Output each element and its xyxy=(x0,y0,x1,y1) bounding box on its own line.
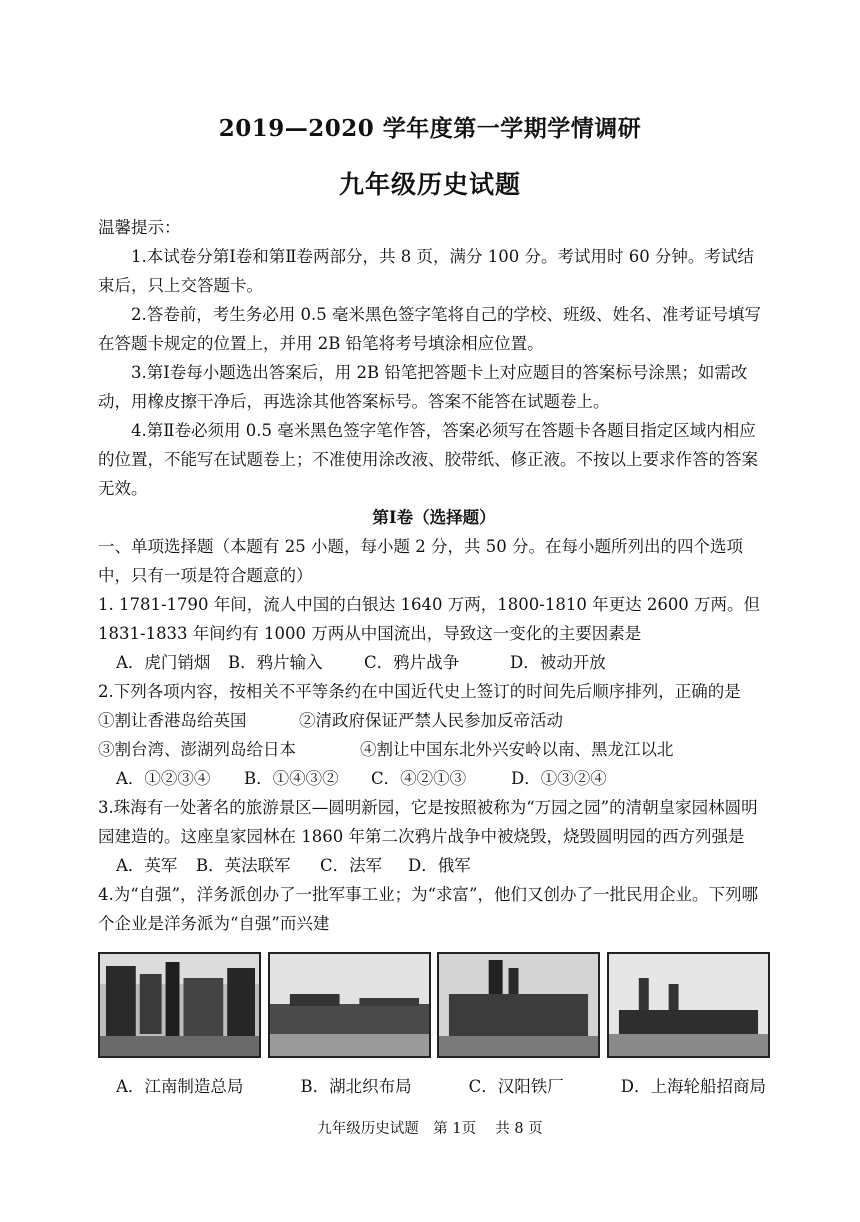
q2-item-4: ④割让中国东北外兴安岭以南、黑龙江以北 xyxy=(360,740,674,759)
page-footer: 九年级历史试题 第 1页 共 8 页 xyxy=(317,1121,543,1137)
exam-body xyxy=(98,213,770,1101)
question-4-options xyxy=(98,1072,770,1101)
q3-option-a: A．英军 xyxy=(116,856,178,875)
photo-arsenal xyxy=(98,952,261,1058)
notice-1: 1.本试卷分第Ⅰ卷和第Ⅱ卷两部分，共 8 页，满分 100 分。考试用时 60 分钟。考试结束后，只上交答题卡。 xyxy=(98,247,754,295)
q2-item-2: ②清政府保证严禁人民参加反帝活动 xyxy=(299,711,563,730)
q2-option-d: D．①③②④ xyxy=(511,769,607,788)
question-1-stem: 1. 1781-1790 年间，流人中国的白银达 1640 万两，1800-1810 年更达 2600 万两。但 1831-1833 年间约有 1000 万两从中国流出，导致这一变化的主要因素是 xyxy=(98,595,761,643)
question-2-stem: 2.下列各项内容，按相关不平等条约在中国近代史上签订的时间先后顺序排列，正确的是 xyxy=(98,682,741,701)
q1-option-c: C．鸦片战争 xyxy=(364,653,460,672)
notice-3: 3.第Ⅰ卷每小题选出答案后，用 2B 铅笔把答题卡上对应题目的答案标号涂黑；如需改动，用橡皮擦干净后，再选涂其他答案标号。答案不能答在试题卷上。 xyxy=(98,363,748,411)
section-intro: 一、单项选择题（本题有 25 小题，每小题 2 分，共 50 分。在每小题所列出的四个选项中，只有一项是符合题意的） xyxy=(98,537,743,585)
q1-option-a: A．虎门销烟 xyxy=(116,653,211,672)
q2-items-row-1 xyxy=(98,706,770,735)
q3-option-b: B．英法联军 xyxy=(196,856,291,875)
q4-option-d: D．上海轮船招商局 xyxy=(620,1077,766,1096)
q2-option-b: B．①④③② xyxy=(244,769,339,788)
q2-items-row-2 xyxy=(98,735,770,764)
q4-option-c: C．汉阳铁厂 xyxy=(468,1077,564,1096)
question-1-options xyxy=(98,648,770,677)
notice-2: 2.答卷前，考生务必用 0.5 毫米黑色签字笔将自己的学校、班级、姓名、准考证号填写在答题卡规定的位置上，并用 2B 铅笔将考号填涂相应位置。 xyxy=(98,305,761,353)
q2-item-1: ①割让香港岛给英国 xyxy=(98,711,247,730)
q4-photo-row xyxy=(98,952,770,1062)
q2-item-3: ③割台湾、澎湖列岛给日本 xyxy=(98,740,296,759)
question-2-options xyxy=(98,764,770,793)
q3-option-d: D．俄军 xyxy=(408,856,471,875)
question-3-options xyxy=(98,851,770,880)
photo-ironworks xyxy=(437,952,600,1058)
section-title: 第Ⅰ卷（选择题） xyxy=(372,508,496,527)
question-3-stem: 3.珠海有一处著名的旅游景区—圆明新园，它是按照被称为“万园之园”的清朝皇家园林圆明园建造的。这座皇家园林在 1860 年第二次鸦片战争中被烧毁，烧毁圆明园的西方列强是 xyxy=(98,798,758,846)
page-title: 2019—2020 学年度第一学期学情调研 xyxy=(218,115,642,142)
photo-steamship xyxy=(607,952,770,1058)
question-4-stem: 4.为“自强”，洋务派创办了一批军事工业；为“求富”，他们又创办了一批民用企业。下列哪个企业是洋务派为“自强”而兴建 xyxy=(98,885,758,933)
q4-option-b: B．湖北织布局 xyxy=(300,1077,412,1096)
notice-4: 4.第Ⅱ卷必须用 0.5 毫米黑色签字笔作答，答案必须写在答题卡各题目指定区域内相应的位置，不能写在试题卷上；不准使用涂改液、胶带纸、修正液。不按以上要求作答的答案无效。 xyxy=(98,421,758,498)
page-subtitle: 九年级历史试题 xyxy=(338,170,521,199)
q4-option-a: A．江南制造总局 xyxy=(116,1077,244,1096)
q1-option-b: B．鸦片输入 xyxy=(228,653,323,672)
photo-textile-mill xyxy=(268,952,431,1058)
q2-option-c: C．④②①③ xyxy=(371,769,467,788)
notice-heading: 温馨提示： xyxy=(98,218,181,237)
q2-option-a: A．①②③④ xyxy=(116,769,211,788)
q3-option-c: C．法军 xyxy=(320,856,383,875)
q1-option-d: D．被动开放 xyxy=(510,653,606,672)
